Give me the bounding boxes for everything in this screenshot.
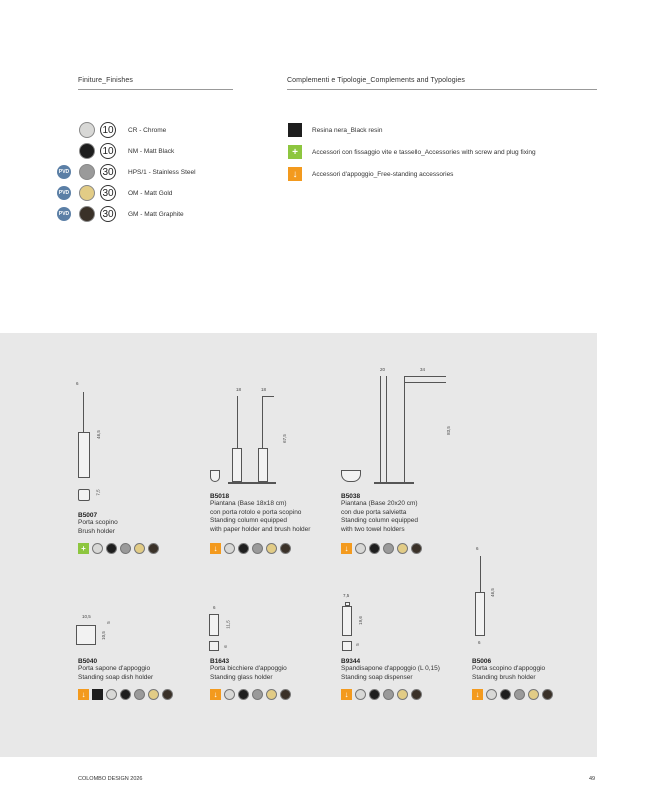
finish-swatch xyxy=(252,543,263,554)
finishes-rule xyxy=(78,89,233,90)
finish-swatch xyxy=(120,689,131,700)
product-desc-2: con due porta salvietta xyxy=(341,508,407,516)
b5038-pole-left xyxy=(380,376,381,482)
product-code: B1643 xyxy=(210,658,230,665)
free-standing-icon: ↓ xyxy=(210,689,221,700)
screw-plug-icon: + xyxy=(288,145,302,159)
product-b1643 xyxy=(210,658,287,682)
finish-swatch xyxy=(266,689,277,700)
product-code: B5018 xyxy=(210,493,230,500)
finish-swatch xyxy=(369,689,380,700)
product-desc-2: Brush holder xyxy=(78,527,115,535)
dim-b5006-w: 6 xyxy=(476,546,479,551)
finish-swatch xyxy=(280,689,291,700)
finish-swatch xyxy=(224,689,235,700)
finish-swatch xyxy=(280,543,291,554)
warranty-badge: 10 xyxy=(100,143,116,159)
free-standing-icon: ↓ xyxy=(210,543,221,554)
finish-swatch xyxy=(542,689,553,700)
b5007-top-view xyxy=(78,489,90,501)
product-b5040 xyxy=(78,658,153,682)
dim-b5007-h: 46,5 xyxy=(95,430,101,439)
product-b5007 xyxy=(78,512,118,536)
typology-label: Accessori d'appoggio_Free-standing accessories xyxy=(312,170,454,178)
b5018-top-view xyxy=(210,470,220,482)
swatches-b5006 xyxy=(472,689,553,700)
b5018-arm xyxy=(262,396,274,397)
dim-b5018-h: 67,5 xyxy=(281,434,287,443)
finish-swatch xyxy=(411,689,422,700)
finish-swatch xyxy=(92,543,103,554)
product-desc-1: Porta bicchiere d'appoggio xyxy=(210,665,287,672)
product-code: B5006 xyxy=(472,658,492,665)
finish-swatch xyxy=(369,543,380,554)
typologies-header: Complementi e Tipologie_Complements and Typologies xyxy=(287,77,466,84)
finish-swatch xyxy=(148,689,159,700)
finish-label: CR - Chrome xyxy=(128,126,167,134)
finish-swatch xyxy=(383,543,394,554)
product-b5018 xyxy=(210,493,310,534)
b5038-towel-arm-2 xyxy=(404,382,446,383)
b5018-brush-cup xyxy=(232,448,242,482)
finish-swatch xyxy=(148,543,159,554)
b5038-towel-arm-1 xyxy=(404,376,446,377)
finish-swatch xyxy=(266,543,277,554)
finish-swatch xyxy=(134,543,145,554)
free-standing-icon: ↓ xyxy=(341,543,352,554)
product-code: B9344 xyxy=(341,658,361,665)
dim-b5040-h: 5 xyxy=(105,621,111,624)
swatches-b5038 xyxy=(341,543,422,554)
finishes-header: Finiture_Finishes xyxy=(78,77,133,84)
dim-b9344-d: 5 xyxy=(354,643,360,646)
finish-swatch xyxy=(79,143,95,159)
finish-swatch xyxy=(134,689,145,700)
b5007-body-drawing xyxy=(78,432,90,478)
swatches-b9344 xyxy=(341,689,422,700)
free-standing-icon: ↓ xyxy=(288,167,302,181)
b5038-top-view xyxy=(341,470,361,482)
b5006-body-drawing xyxy=(475,592,485,636)
product-desc-1: Porta scopino xyxy=(78,519,118,526)
dim-b5040-w: 10,5 xyxy=(82,614,91,619)
product-desc-1: Spandisapone d'appoggio (L 0,15) xyxy=(341,665,440,672)
finish-swatch xyxy=(514,689,525,700)
finish-label: HPS/1 - Stainless Steel xyxy=(128,168,196,176)
page-number: 49 xyxy=(589,776,596,782)
finish-swatch xyxy=(500,689,511,700)
dim-b5018-w1: 18 xyxy=(236,387,242,392)
pvd-badge: PVD xyxy=(57,207,71,221)
product-desc-1: Porta sapone d'appoggio xyxy=(78,665,151,672)
warranty-badge: 30 xyxy=(100,206,116,222)
finish-swatch xyxy=(397,543,408,554)
product-code: B5007 xyxy=(78,512,98,519)
swatches-b1643 xyxy=(210,689,291,700)
b5038-pole-left-2 xyxy=(386,376,387,482)
b5038-pole-right xyxy=(404,376,405,482)
finish-swatch xyxy=(355,543,366,554)
finish-swatch xyxy=(224,543,235,554)
finish-swatch xyxy=(79,164,95,180)
pvd-badge: PVD xyxy=(57,186,71,200)
finish-swatch xyxy=(411,543,422,554)
product-desc-1: Porta scopino d'appoggio xyxy=(472,665,546,672)
b1643-glass-drawing xyxy=(209,614,219,636)
dim-b5006-h: 46,5 xyxy=(489,588,495,597)
free-standing-icon: ↓ xyxy=(78,689,89,700)
product-desc-4: with two towel holders xyxy=(341,525,405,533)
b5040-top-view xyxy=(76,625,96,645)
b1643-top-view xyxy=(209,641,219,651)
product-desc-2: con porta rotolo e porta scopino xyxy=(210,508,302,516)
finish-swatch xyxy=(252,689,263,700)
finish-swatch xyxy=(79,206,95,222)
product-b5038 xyxy=(341,493,418,534)
finish-swatch xyxy=(79,185,95,201)
screw-plug-icon: + xyxy=(78,543,89,554)
dim-b5040-d: 10,5 xyxy=(100,631,106,640)
finish-label: OM - Matt Gold xyxy=(128,189,173,197)
dim-b5006-d: 6 xyxy=(478,640,481,645)
finish-swatch xyxy=(106,689,117,700)
finish-label: GM - Matt Graphite xyxy=(128,210,184,218)
finish-swatch xyxy=(355,689,366,700)
dim-b5018-w2: 18 xyxy=(261,387,267,392)
product-desc-4: with paper holder and brush holder xyxy=(210,525,311,533)
dim-b1643-h: 11,5 xyxy=(225,620,231,629)
finish-swatch xyxy=(486,689,497,700)
black-resin-icon xyxy=(288,123,302,137)
dim-b5007-w: 6 xyxy=(76,381,79,386)
finish-swatch xyxy=(528,689,539,700)
product-desc-2: Standing glass holder xyxy=(210,673,273,681)
product-code: B5038 xyxy=(341,493,361,500)
b5038-base xyxy=(374,482,414,484)
finish-swatch xyxy=(162,689,173,700)
product-b9344 xyxy=(341,658,440,682)
pvd-badge: PVD xyxy=(57,165,71,179)
product-desc-2: Standing soap dispenser xyxy=(341,673,413,681)
finish-swatch xyxy=(397,689,408,700)
product-desc-2: Standing soap dish holder xyxy=(78,673,154,681)
dim-b1643-w: 6 xyxy=(213,605,216,610)
finish-swatch xyxy=(120,543,131,554)
typology-label: Resina nera_Black resin xyxy=(312,126,383,134)
finish-swatch xyxy=(79,122,95,138)
free-standing-icon: ↓ xyxy=(472,689,483,700)
dim-b5038-w2: 34 xyxy=(420,367,426,372)
finish-label: NM - Matt Black xyxy=(128,147,175,155)
b9344-top-view xyxy=(342,641,352,651)
finish-swatch xyxy=(383,689,394,700)
finish-swatch xyxy=(106,543,117,554)
dim-b5007-d: 7,5 xyxy=(95,489,101,496)
product-desc-1: Piantana (Base 18x18 cm) xyxy=(210,500,287,507)
product-desc-3: Standing column equipped xyxy=(341,517,418,524)
swatches-b5007 xyxy=(78,543,159,554)
dim-b9344-w: 7,5 xyxy=(343,593,350,598)
product-desc-3: Standing column equipped xyxy=(210,517,287,524)
finish-swatch xyxy=(238,689,249,700)
dim-b1643-d: 6 xyxy=(222,645,228,648)
typology-label: Accessori con fissaggio vite e tassello_Accessories with screw and plug fixing xyxy=(312,148,536,156)
black-resin-icon xyxy=(92,689,103,700)
footer-brand: COLOMBO DESIGN 2026 xyxy=(78,776,143,782)
warranty-badge: 30 xyxy=(100,185,116,201)
b9344-bottle-drawing xyxy=(342,606,352,636)
swatches-b5018 xyxy=(210,543,291,554)
b5018-paper-roll xyxy=(258,448,268,482)
b5007-handle-drawing xyxy=(83,392,84,432)
finish-swatch xyxy=(238,543,249,554)
product-code: B5040 xyxy=(78,658,98,665)
dim-b5038-w1: 20 xyxy=(380,367,386,372)
typologies-rule xyxy=(287,89,597,90)
product-desc-1: Piantana (Base 20x20 cm) xyxy=(341,500,418,507)
product-b5006 xyxy=(472,658,545,682)
free-standing-icon: ↓ xyxy=(341,689,352,700)
b5018-base xyxy=(228,482,276,484)
b5006-handle-drawing xyxy=(480,556,481,592)
swatches-b5040 xyxy=(78,689,173,700)
dim-b9344-h: 19,6 xyxy=(357,616,363,625)
warranty-badge: 30 xyxy=(100,164,116,180)
dim-b5038-h: 83,5 xyxy=(445,426,451,435)
warranty-badge: 10 xyxy=(100,122,116,138)
product-desc-2: Standing brush holder xyxy=(472,673,536,681)
